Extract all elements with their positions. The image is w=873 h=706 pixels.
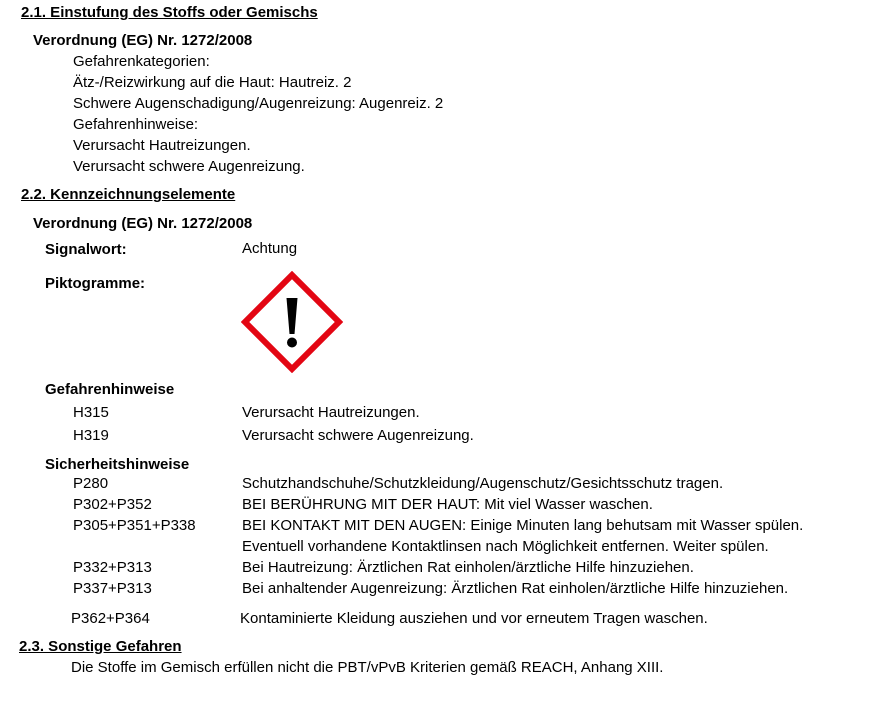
precaution-code: P305+P351+P338 bbox=[73, 517, 196, 534]
section-2-1-heading: 2.1. Einstufung des Stoffs oder Gemischs bbox=[21, 4, 318, 21]
precaution-code: P332+P313 bbox=[73, 559, 152, 576]
pictogram-label: Piktogramme: bbox=[45, 275, 146, 292]
precaution-text: Kontaminierte Kleidung ausziehen und vor erneutem Tragen waschen. bbox=[240, 610, 708, 627]
precaution-text: Bei Hautreizung: Ärztlichen Rat einholen/ärztliche Hilfe hinzuziehen. bbox=[242, 559, 694, 576]
precaution-code: P362+P364 bbox=[71, 610, 150, 627]
precaution-text: Schutzhandschuhe/Schutzkleidung/Augenschutz/Gesichtsschutz tragen. bbox=[242, 475, 724, 492]
precaution-code: P337+P313 bbox=[73, 580, 152, 597]
classification-line: Ätz-/Reizwirkung auf die Haut: Hautreiz. 2 bbox=[73, 74, 352, 91]
signal-word-value: Achtung bbox=[242, 240, 298, 257]
signal-word-label: Signalwort: bbox=[45, 241, 127, 258]
hazard-code: H315 bbox=[73, 404, 109, 421]
other-hazards-text: Die Stoffe im Gemisch erfüllen nicht die PBT/vPvB Kriterien gemäß REACH, Anhang XIII. bbox=[71, 659, 664, 676]
classification-line: Verursacht schwere Augenreizung. bbox=[73, 158, 305, 175]
precaution-text: Bei anhaltender Augenreizung: Ärztlichen Rat einholen/ärztliche Hilfe hinzuziehen. bbox=[242, 580, 789, 597]
hazard-text: Verursacht schwere Augenreizung. bbox=[242, 427, 474, 444]
precaution-text: BEI KONTAKT MIT DEN AUGEN: Einige Minuten lang behutsam mit Wasser spülen. bbox=[242, 517, 804, 534]
hazard-text: Verursacht Hautreizungen. bbox=[242, 404, 420, 421]
hazard-code: H319 bbox=[73, 427, 109, 444]
section-2-3-heading: 2.3. Sonstige Gefahren bbox=[19, 638, 182, 655]
classification-line: Gefahrenkategorien: bbox=[73, 53, 210, 70]
precaution-text: BEI BERÜHRUNG MIT DER HAUT: Mit viel Wasser waschen. bbox=[242, 496, 653, 513]
hazard-statements-title: Gefahrenhinweise bbox=[45, 381, 175, 398]
section-2-1-regulation: Verordnung (EG) Nr. 1272/2008 bbox=[33, 32, 253, 49]
classification-line: Schwere Augenschadigung/Augenreizung: Augenreiz. 2 bbox=[73, 95, 444, 112]
classification-line: Gefahrenhinweise: bbox=[73, 116, 199, 133]
precaution-code: P302+P352 bbox=[73, 496, 152, 513]
precautionary-statements-title: Sicherheitshinweise bbox=[45, 456, 190, 473]
section-2-2-heading: 2.2. Kennzeichnungselemente bbox=[21, 186, 236, 203]
precaution-text: Eventuell vorhandene Kontaktlinsen nach Möglichkeit entfernen. Weiter spülen. bbox=[242, 538, 769, 555]
section-2-2-regulation: Verordnung (EG) Nr. 1272/2008 bbox=[33, 215, 253, 232]
classification-line: Verursacht Hautreizungen. bbox=[73, 137, 251, 154]
ghs07-exclamation-mark-icon bbox=[241, 271, 343, 373]
precaution-code: P280 bbox=[73, 475, 109, 492]
